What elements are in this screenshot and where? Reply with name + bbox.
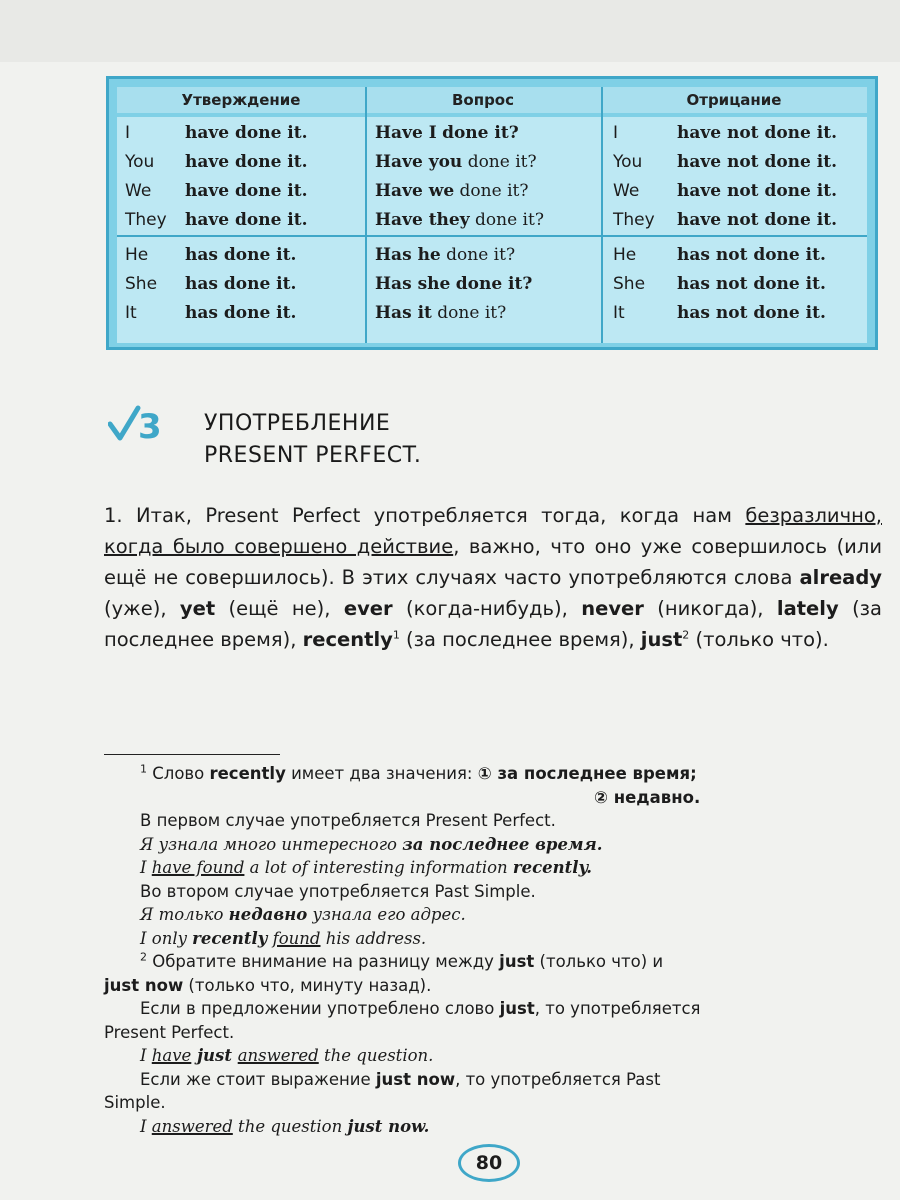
pronoun: He xyxy=(125,245,149,265)
table-row xyxy=(117,206,867,235)
paragraph-text: (уже), xyxy=(104,597,180,620)
footnote-text xyxy=(104,974,882,998)
keyword-never: never xyxy=(581,597,644,620)
footnote-text: Если же стоит выражение xyxy=(140,1069,376,1089)
column-divider xyxy=(601,87,603,343)
negative-form: have not done it. xyxy=(677,152,838,172)
footnote-text: Present Perfect. xyxy=(104,1022,235,1042)
question-verb: done it? xyxy=(467,152,537,172)
question-verb: done it? xyxy=(442,123,519,143)
table-divider xyxy=(117,235,867,237)
footnotes xyxy=(104,762,882,1138)
example-underlined: have xyxy=(151,1046,192,1065)
keyword-yet: yet xyxy=(179,597,216,620)
paragraph-text: (ещё не), xyxy=(215,597,344,620)
affirmative-form: has done it. xyxy=(185,303,297,323)
question-verb: done it? xyxy=(437,303,507,323)
meaning-1: ① за последнее время; xyxy=(477,764,697,783)
conjugation-table xyxy=(106,76,878,350)
negative-form: have not done it. xyxy=(677,181,838,201)
footnote-separator xyxy=(104,754,280,755)
example-text: Я только xyxy=(140,905,229,924)
example-ru xyxy=(104,833,882,857)
footnote-text: Если в предложении употреблено слово xyxy=(140,999,500,1018)
example-bold: just xyxy=(191,1046,238,1065)
footnote-ref-1: 1 xyxy=(392,628,400,642)
footnote-text: В первом случае употребляется Present Perfect. xyxy=(140,811,556,830)
negative-form: have not done it. xyxy=(677,210,838,230)
table-row xyxy=(117,299,867,328)
page-number: 80 xyxy=(458,1144,520,1182)
page-top-margin xyxy=(0,0,900,62)
footnote-keyword: just xyxy=(499,999,535,1018)
body-paragraph xyxy=(104,500,882,655)
example-en xyxy=(104,1115,882,1139)
affirmative-form: have done it. xyxy=(185,123,308,143)
question-verb: done it? xyxy=(475,210,544,230)
pronoun: It xyxy=(613,303,625,323)
table-body xyxy=(117,117,867,343)
affirmative-form: have done it. xyxy=(185,152,308,172)
paragraph-text: (когда-нибудь), xyxy=(392,597,582,620)
example-underlined: answered xyxy=(151,1116,233,1136)
paragraph-text: (только что). xyxy=(689,628,829,651)
negative-form: have not done it. xyxy=(677,123,838,143)
example-underlined: have found xyxy=(151,858,245,877)
pronoun: She xyxy=(613,274,646,294)
table-row xyxy=(117,241,867,270)
example-en xyxy=(104,1044,882,1068)
example-text: I only xyxy=(140,928,193,948)
affirmative-form: has done it. xyxy=(185,274,297,294)
question-aux: Has she xyxy=(375,274,451,294)
question-verb: done it? xyxy=(459,181,529,201)
negative-form: has not done it. xyxy=(677,303,826,323)
question-aux: Have I xyxy=(375,123,437,143)
table-row xyxy=(117,119,867,148)
pronoun: You xyxy=(125,152,155,172)
footnote-keyword: just now xyxy=(104,975,184,995)
pronoun: We xyxy=(125,181,152,201)
keyword-recently: recently xyxy=(302,628,393,651)
question-verb: done it? xyxy=(446,245,516,265)
paragraph-text: , важно, что оно уже совершилось (или ещё не совершилось). В этих случаях часто употребляются слова xyxy=(104,535,882,589)
example-text: the question. xyxy=(318,1046,434,1065)
affirmative-form: have done it. xyxy=(185,181,308,201)
pronoun: You xyxy=(613,152,643,172)
affirmative-form: have done it. xyxy=(185,210,308,230)
checkmark-icon xyxy=(108,404,172,444)
question-verb: done it? xyxy=(455,274,533,294)
pronoun: He xyxy=(613,245,637,265)
question-aux: Has he xyxy=(375,245,441,265)
example-text: I xyxy=(140,1116,152,1136)
question-aux: Have we xyxy=(375,181,455,201)
pronoun: We xyxy=(613,181,640,201)
example-bold: just now. xyxy=(347,1116,430,1136)
example-en xyxy=(104,856,882,880)
example-bold: за последнее время. xyxy=(402,834,603,854)
footnote-text: (только что, минуту назад). xyxy=(183,975,432,995)
question-aux: Have they xyxy=(375,210,470,230)
paragraph-text: 1. Итак, Present Perfect употребляется тогда, когда нам xyxy=(104,504,732,527)
footnote-text xyxy=(104,1068,882,1092)
header-question: Вопрос xyxy=(451,91,515,109)
example-text: the question xyxy=(232,1116,348,1136)
example-text: I xyxy=(140,858,152,877)
pronoun: I xyxy=(613,123,619,143)
example-text: узнала его адрес. xyxy=(307,905,466,924)
section-title-line2: PRESENT PERFECT. xyxy=(204,443,422,468)
header-affirmative: Утверждение xyxy=(181,91,301,109)
keyword-just: just xyxy=(640,628,683,651)
paragraph-text: (за последнее время), xyxy=(104,597,882,651)
section-number: 3 xyxy=(138,407,162,444)
footnote-text: имеет два значения: xyxy=(285,764,478,783)
pronoun: They xyxy=(125,210,167,230)
example-ru xyxy=(104,903,882,927)
footnote-text: Simple. xyxy=(104,1093,166,1112)
example-underlined: found xyxy=(272,928,321,948)
footnote-keyword: recently xyxy=(209,764,286,783)
footnote-number: 2 xyxy=(140,950,147,964)
footnote-text: , то употребляется Past xyxy=(455,1069,661,1089)
example-text: a lot of interesting information xyxy=(244,858,513,877)
footnote-text: Обратите внимание на разницу между xyxy=(147,952,500,971)
footnote-number: 1 xyxy=(140,762,147,776)
pronoun: I xyxy=(125,123,131,143)
example-underlined: answered xyxy=(237,1046,319,1065)
footnote-text xyxy=(104,997,882,1021)
example-en xyxy=(104,927,882,951)
keyword-lately: lately xyxy=(776,597,839,620)
example-bold: recently xyxy=(192,928,268,948)
footnote-1-meaning-2 xyxy=(104,786,882,810)
affirmative-form: has done it. xyxy=(185,245,297,265)
section-title xyxy=(204,408,421,472)
underlined-phrase: безразлично, когда было совершено действие xyxy=(104,504,882,558)
table-row xyxy=(117,270,867,299)
column-divider xyxy=(365,87,367,343)
section-title-line1: УПОТРЕБЛЕНИЕ xyxy=(204,411,391,436)
table-header-row xyxy=(117,87,867,113)
footnote-1-line xyxy=(104,762,882,786)
header-negative: Отрицание xyxy=(686,91,782,109)
footnote-text: Во втором случае употребляется Past Simple. xyxy=(140,881,536,901)
example-bold: recently. xyxy=(512,858,592,877)
paragraph-text: (никогда), xyxy=(643,597,777,620)
meaning-2: ② недавно. xyxy=(594,787,701,807)
keyword-ever: ever xyxy=(343,597,393,620)
example-text: Я узнала много интересного xyxy=(140,834,403,854)
question-aux: Has it xyxy=(375,303,432,323)
footnote-text: Слово xyxy=(152,764,210,783)
footnote-text: , то употребляется xyxy=(534,999,701,1018)
example-text: I xyxy=(140,1046,152,1065)
negative-form: has not done it. xyxy=(677,274,826,294)
footnote-keyword: just xyxy=(499,952,535,971)
pronoun: She xyxy=(125,274,158,294)
table-row xyxy=(117,177,867,206)
footnote-ref-2: 2 xyxy=(682,628,690,642)
pronoun: It xyxy=(125,303,137,323)
example-text: his address. xyxy=(320,928,427,948)
pronoun: They xyxy=(613,210,655,230)
footnote-text: (только что) и xyxy=(534,952,664,971)
footnote-keyword: just now xyxy=(375,1069,456,1089)
question-aux: Have you xyxy=(375,152,463,172)
table-row xyxy=(117,148,867,177)
paragraph-text: (за последнее время), xyxy=(399,628,641,651)
negative-form: has not done it. xyxy=(677,245,826,265)
footnote-2-line xyxy=(104,950,882,974)
keyword-already: already xyxy=(799,566,882,589)
example-bold: недавно xyxy=(228,905,308,924)
